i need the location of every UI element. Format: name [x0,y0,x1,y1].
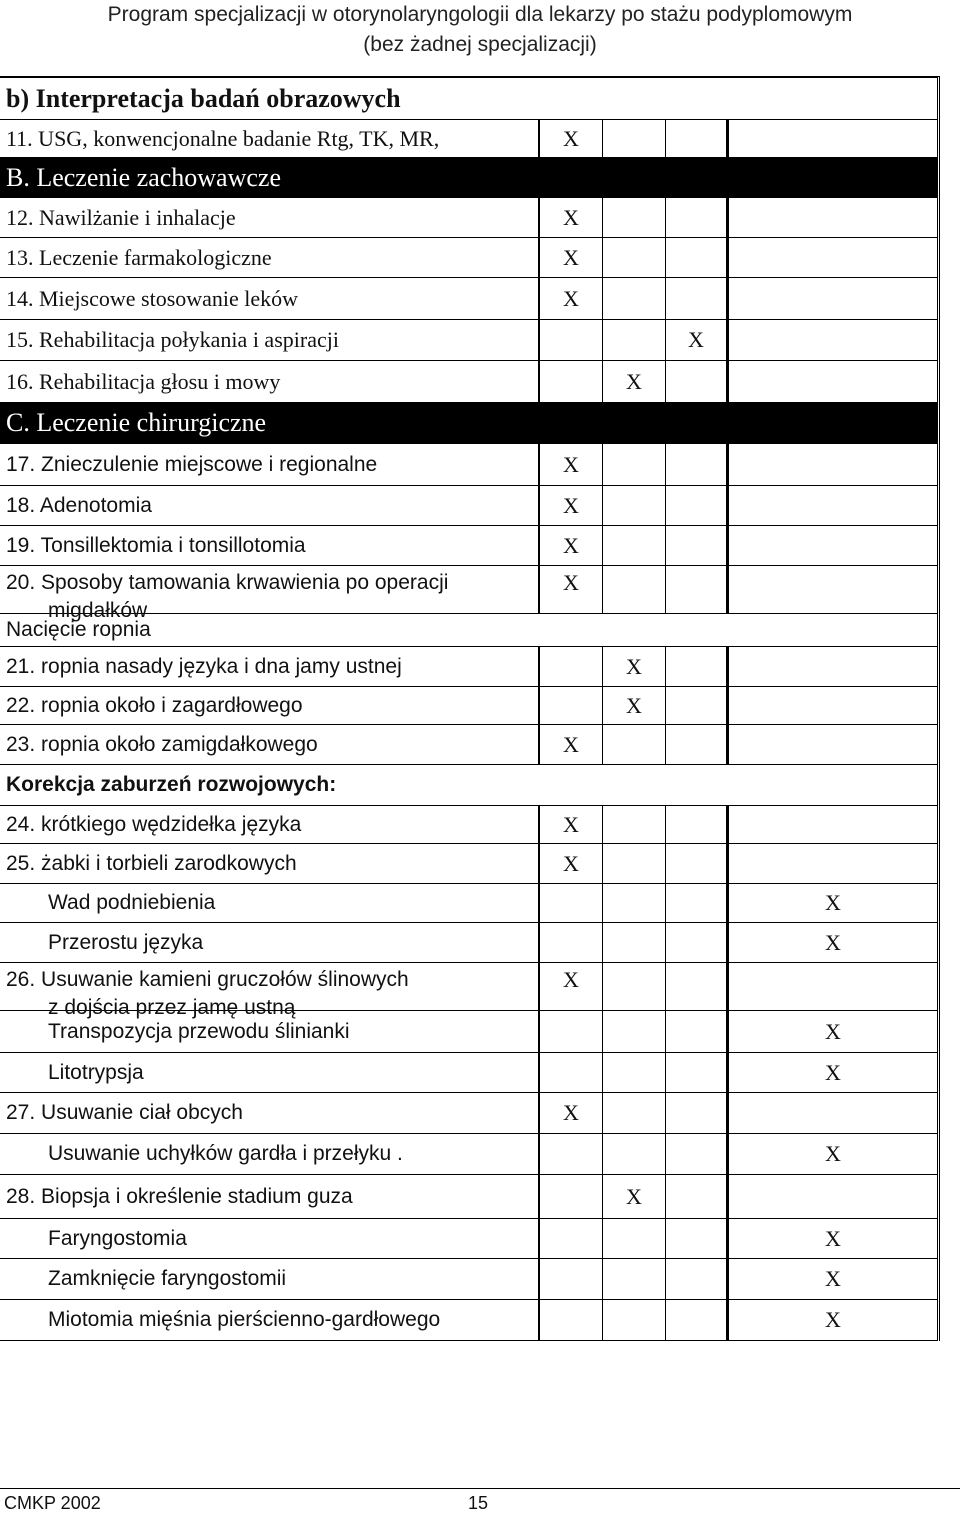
mark-cell-4 [729,198,937,237]
mark-cell-3 [666,278,729,319]
check-mark: X [825,929,841,955]
mark-cell-4 [729,238,937,277]
row-label: 12. Nawilżanie i inhalacje [0,198,540,237]
mark-cell-3 [666,1093,729,1133]
mark-cell-2 [603,278,666,319]
check-mark: X [563,850,579,876]
row-label: B. Leczenie zachowawcze [6,162,281,192]
mark-cell-3 [666,1219,729,1258]
mark-cell-2 [603,687,666,724]
table-row [0,1053,937,1093]
mark-cell-3 [666,1300,729,1340]
row-label: Korekcja zaburzeń rozwojowych: [6,773,337,796]
mark-cell-2 [603,78,666,119]
row-label: b) Interpretacja badań obrazowych [6,83,401,113]
table-row [0,1219,937,1259]
check-mark: X [825,1266,841,1291]
mark-cell-2 [603,566,666,613]
mark-cell-3 [666,647,729,686]
mark-cell-1 [540,1134,603,1174]
check-mark: X [563,811,579,837]
mark-cell-4 [729,844,937,883]
row-label-line1: 26. Usuwanie kamieni gruczołów ślinowych [6,968,409,991]
row-label: Nacięcie ropnia [6,618,151,641]
table-row [0,923,937,963]
row-label-line2: z dojścia przez jamę ustną [48,996,296,1019]
mark-cell-1 [540,566,603,613]
table-row [0,806,937,844]
mark-cell-2 [603,1175,666,1218]
mark-cell-3 [666,566,729,613]
mark-cell-4 [729,1134,937,1174]
row-label: 27. Usuwanie ciał obcych [0,1093,540,1133]
header-subtitle: (bez żadnej specjalizacji) [363,33,597,56]
check-mark: X [563,492,579,518]
mark-cell-3 [666,526,729,565]
table-row [0,526,937,566]
table-row [0,320,937,361]
table-row [0,1093,937,1134]
check-mark: X [626,692,642,718]
check-mark: X [563,204,579,230]
mark-cell-4 [729,647,937,686]
row-label: 19. Tonsillektomia i tonsillotomia [0,526,540,565]
mark-cell-1 [540,444,603,485]
mark-cell-1 [540,78,603,119]
check-mark: X [626,368,642,394]
mark-cell-2 [603,526,666,565]
check-mark: X [825,1141,841,1166]
table-row [0,278,937,320]
mark-cell-3 [666,725,729,764]
mark-cell-4 [729,566,937,613]
mark-cell-4 [729,486,937,525]
table-row [0,647,937,687]
mark-cell-4 [729,278,937,319]
footer-publisher: CMKP 2002 [4,1493,101,1513]
mark-cell-2 [603,963,666,1010]
table-row [0,1300,937,1341]
mark-cell-1 [540,120,603,157]
check-mark: X [825,1059,841,1085]
row-label: Usuwanie uchyłków gardła i przełyku . [0,1134,540,1174]
mark-cell-1 [540,526,603,565]
mark-cell-1 [540,687,603,724]
mark-cell-4 [729,526,937,565]
table-row [0,765,937,806]
mark-cell-4 [729,806,937,843]
mark-cell-2 [603,647,666,686]
mark-cell-1 [540,1300,603,1340]
mark-cell-1 [540,963,603,1010]
mark-cell-4 [729,1053,937,1092]
row-label: 22. ropnia około i zagardłowego [0,687,540,724]
mark-cell-4 [729,78,937,119]
mark-cell-2 [603,120,666,157]
check-mark: X [563,570,579,595]
row-label: 11. USG, konwencjonalne badanie Rtg, TK, MR, [0,120,540,157]
mark-cell-4 [729,1093,937,1133]
row-label: 28. Biopsja i określenie stadium guza [0,1175,540,1218]
mark-cell-4 [729,725,937,764]
table-row [0,1011,937,1053]
check-mark: X [563,731,579,757]
page-header [0,0,960,60]
check-mark: X [563,532,579,558]
row-label-line1: 20. Sposoby tamowania krwawienia po operacji [6,571,449,594]
mark-cell-1 [540,884,603,922]
table-row [0,1175,937,1219]
mark-cell-1 [540,1219,603,1258]
check-mark: X [825,1225,841,1251]
page-number: 15 [468,1493,489,1513]
row-label: 15. Rehabilitacja połykania i aspiracji [0,320,540,360]
mark-cell-3 [666,923,729,962]
check-mark: X [563,125,579,151]
mark-cell-1 [540,1093,603,1133]
procedures-table [0,76,940,1341]
mark-cell-2 [603,806,666,843]
mark-cell-3 [666,844,729,883]
mark-cell-4 [729,1011,937,1052]
table-row [0,78,937,120]
mark-cell-2 [603,444,666,485]
mark-cell-2 [603,238,666,277]
table-row [0,844,937,884]
mark-cell-4 [729,1219,937,1258]
table-row [0,444,937,486]
row-label: Wad podniebienia [0,884,540,922]
mark-cell-1 [540,1259,603,1299]
table-row [0,120,937,158]
table-row [0,614,937,647]
mark-cell-2 [603,1053,666,1092]
row-label [0,566,540,622]
mark-cell-4 [729,120,937,157]
mark-cell-2 [603,1259,666,1299]
row-label-line2: migdałków [48,599,148,622]
mark-cell-3 [666,444,729,485]
mark-cell-1 [540,1175,603,1218]
mark-cell-4 [729,1175,937,1218]
mark-cell-4 [729,444,937,485]
row-label: 25. żabki i torbieli zarodkowych [0,844,540,883]
check-mark: X [626,1183,642,1209]
mark-cell-4 [729,923,937,962]
mark-cell-1 [540,844,603,883]
row-label: Transpozycja przewodu ślinianki [0,1011,540,1052]
table-row [0,238,937,278]
table-row [0,963,937,1019]
mark-cell-2 [603,361,666,402]
row-label: Przerostu języka [0,923,540,962]
table-row [0,361,937,403]
row-label: 23. ropnia około zamigdałkowego [0,725,540,764]
mark-cell-1 [540,923,603,962]
check-mark: X [563,1100,579,1125]
mark-cell-3 [666,1011,729,1052]
table-row [0,486,937,526]
mark-cell-4 [729,687,937,724]
mark-cell-1 [540,647,603,686]
mark-cell-2 [603,320,666,360]
mark-cell-4 [729,1300,937,1340]
mark-cell-3 [666,884,729,922]
check-mark: X [688,327,704,352]
table-row [0,403,937,444]
mark-cell-3 [666,120,729,157]
mark-cell-2 [603,198,666,237]
mark-cell-4 [729,1259,937,1299]
mark-cell-1 [540,486,603,525]
mark-cell-3 [666,361,729,402]
mark-cell-2 [603,1300,666,1340]
page-footer [0,1488,960,1515]
table-row [0,158,937,198]
table-row [0,1259,937,1300]
mark-cell-2 [603,884,666,922]
mark-cell-2 [603,1093,666,1133]
mark-cell-3 [666,1134,729,1174]
mark-cell-1 [540,361,603,402]
mark-cell-1 [540,806,603,843]
row-label: Faryngostomia [0,1219,540,1258]
check-mark: X [825,1018,841,1044]
mark-cell-3 [666,806,729,843]
header-title: Program specjalizacji w otorynolaryngologii dla lekarzy po stażu podyplomowym [107,3,853,26]
check-mark: X [563,451,579,477]
mark-cell-1 [540,238,603,277]
mark-cell-3 [666,78,729,119]
mark-cell-1 [540,278,603,319]
check-mark: X [563,967,579,992]
row-label: 24. krótkiego wędzidełka języka [0,806,540,843]
row-label: 13. Leczenie farmakologiczne [0,238,540,277]
mark-cell-2 [603,1219,666,1258]
check-mark: X [626,653,642,679]
mark-cell-4 [729,884,937,922]
row-label: Miotomia mięśnia pierścienno-gardłowego [0,1300,540,1340]
table-row [0,1134,937,1175]
table-row [0,566,937,622]
mark-cell-1 [540,1053,603,1092]
mark-cell-3 [666,486,729,525]
check-mark: X [563,244,579,270]
mark-cell-3 [666,1175,729,1218]
mark-cell-2 [603,923,666,962]
check-mark: X [825,1307,841,1332]
row-label: Litotrypsja [0,1053,540,1092]
row-label: Zamknięcie faryngostomii [0,1259,540,1299]
mark-cell-3 [666,963,729,1010]
row-label: 17. Znieczulenie miejscowe i regionalne [0,444,540,485]
mark-cell-1 [540,198,603,237]
mark-cell-3 [666,687,729,724]
row-label [0,963,540,1019]
mark-cell-3 [666,1053,729,1092]
mark-cell-3 [666,1259,729,1299]
row-label: 21. ropnia nasady języka i dna jamy ustnej [0,647,540,686]
row-label: 18. Adenotomia [0,486,540,525]
mark-cell-4 [729,320,937,360]
table-row [0,725,937,765]
mark-cell-2 [603,486,666,525]
mark-cell-3 [666,238,729,277]
mark-cell-2 [603,1134,666,1174]
mark-cell-3 [666,320,729,360]
mark-cell-2 [603,725,666,764]
mark-cell-3 [666,198,729,237]
table-row [0,687,937,725]
mark-cell-1 [540,1011,603,1052]
table-row [0,884,937,923]
row-label: 16. Rehabilitacja głosu i mowy [0,361,540,402]
mark-cell-2 [603,844,666,883]
check-mark: X [563,285,579,311]
mark-cell-1 [540,320,603,360]
mark-cell-2 [603,1011,666,1052]
check-mark: X [825,890,841,915]
row-label: C. Leczenie chirurgiczne [6,408,267,437]
row-label: 14. Miejscowe stosowanie leków [0,278,540,319]
table-row [0,198,937,238]
mark-cell-4 [729,963,937,1010]
mark-cell-1 [540,725,603,764]
mark-cell-4 [729,361,937,402]
